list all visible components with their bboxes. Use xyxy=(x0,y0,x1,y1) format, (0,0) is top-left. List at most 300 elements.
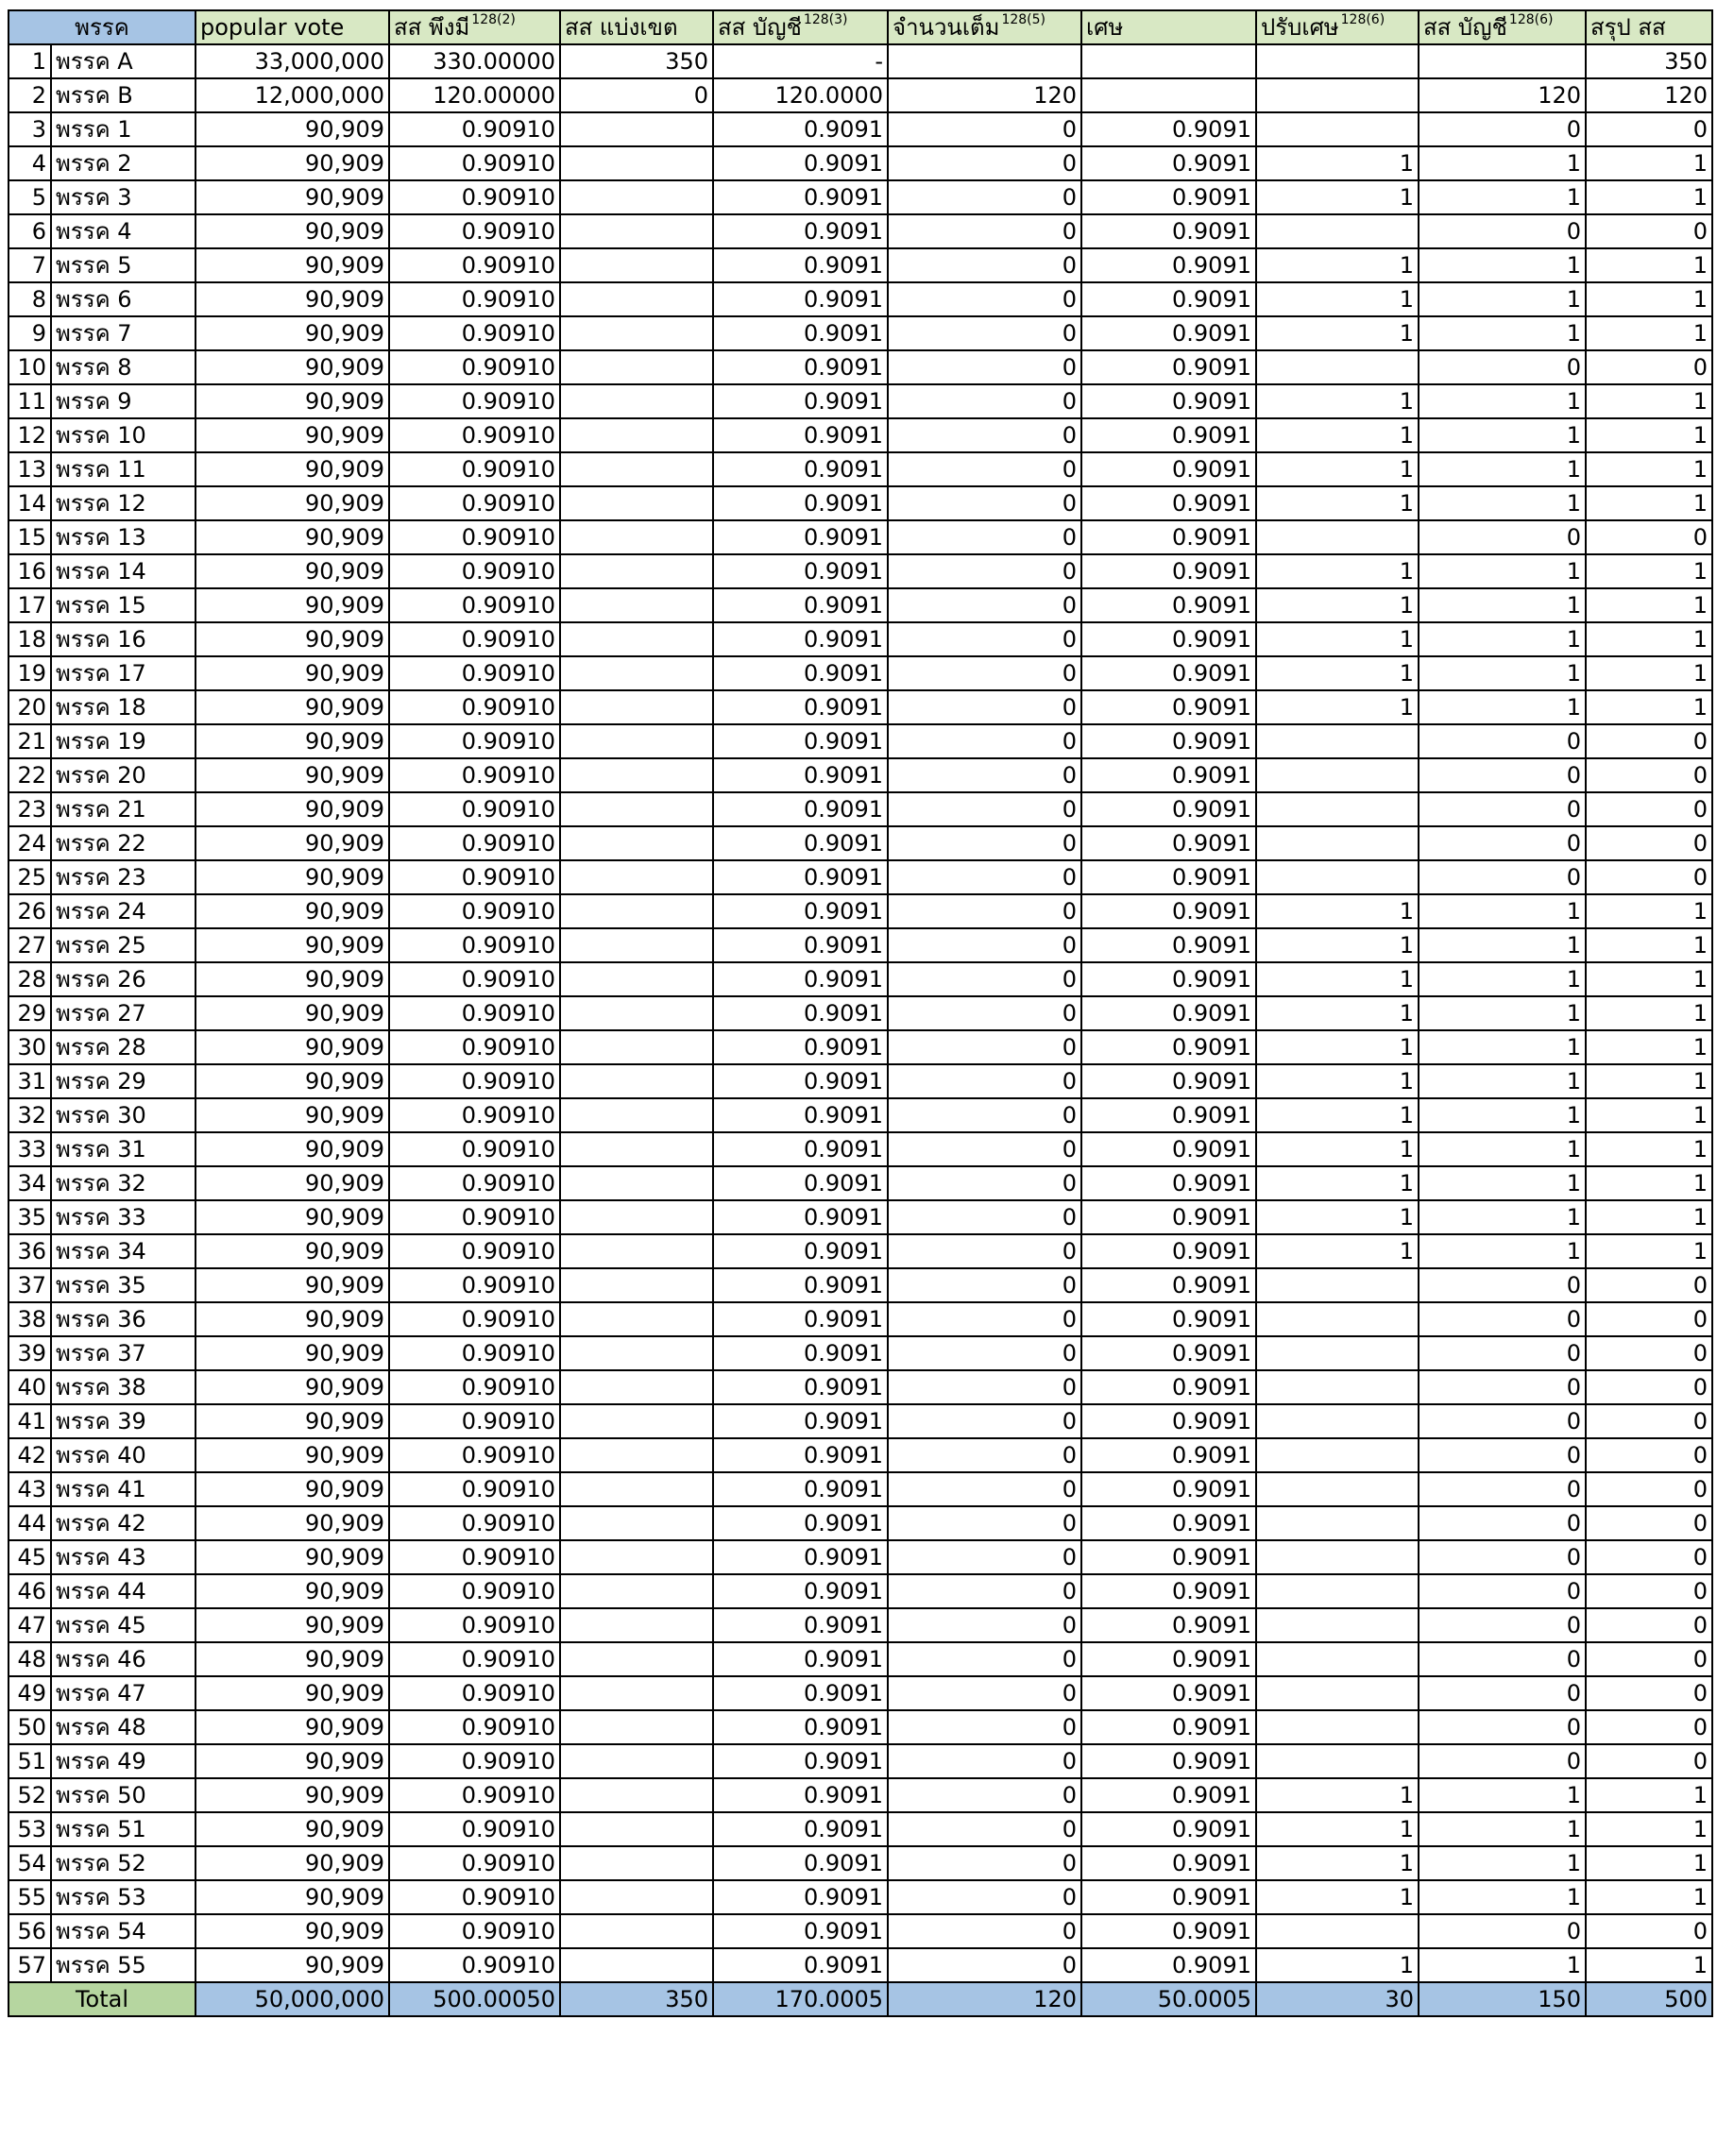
cell-party-name[interactable]: พรรค 12 xyxy=(51,486,196,520)
cell-row-number[interactable]: 42 xyxy=(8,1438,51,1472)
cell-district[interactable] xyxy=(560,452,713,486)
cell-remainder[interactable]: 0.9091 xyxy=(1081,1744,1256,1778)
cell-should-have[interactable]: 0.90910 xyxy=(389,214,560,248)
cell-total-mp[interactable]: 0 xyxy=(1586,350,1712,384)
cell-whole-seats[interactable]: 0 xyxy=(888,1608,1081,1642)
cell-popular-vote[interactable]: 90,909 xyxy=(196,146,389,180)
cell-district[interactable] xyxy=(560,792,713,826)
cell-whole-seats[interactable]: 0 xyxy=(888,588,1081,622)
cell-adjust[interactable] xyxy=(1256,1268,1419,1302)
cell-should-have[interactable]: 120.00000 xyxy=(389,78,560,112)
cell-district[interactable] xyxy=(560,1370,713,1404)
cell-popular-vote[interactable]: 90,909 xyxy=(196,1098,389,1132)
cell-total-mp[interactable]: 1 xyxy=(1586,486,1712,520)
cell-row-number[interactable]: 5 xyxy=(8,180,51,214)
cell-district[interactable] xyxy=(560,1132,713,1166)
cell-row-number[interactable]: 1 xyxy=(8,44,51,78)
cell-total-mp[interactable]: 0 xyxy=(1586,826,1712,860)
cell-total-mp[interactable]: 1 xyxy=(1586,452,1712,486)
cell-adjust[interactable]: 1 xyxy=(1256,1846,1419,1880)
header-list[interactable] xyxy=(713,10,888,44)
cell-district[interactable] xyxy=(560,418,713,452)
cell-popular-vote[interactable]: 90,909 xyxy=(196,588,389,622)
cell-row-number[interactable]: 46 xyxy=(8,1574,51,1608)
cell-remainder[interactable]: 0.9091 xyxy=(1081,1676,1256,1710)
cell-should-have[interactable]: 0.90910 xyxy=(389,1268,560,1302)
cell-list-seats[interactable]: 0.9091 xyxy=(713,1438,888,1472)
cell-whole-seats[interactable]: 0 xyxy=(888,554,1081,588)
cell-popular-vote[interactable]: 90,909 xyxy=(196,894,389,928)
cell-district[interactable] xyxy=(560,1506,713,1540)
cell-district[interactable] xyxy=(560,1098,713,1132)
cell-list2-seats[interactable]: 0 xyxy=(1419,724,1586,758)
cell-party-name[interactable]: พรรค 50 xyxy=(51,1778,196,1812)
cell-list-seats[interactable]: 0.9091 xyxy=(713,520,888,554)
cell-party-name[interactable]: พรรค 43 xyxy=(51,1540,196,1574)
cell-remainder[interactable]: 0.9091 xyxy=(1081,1166,1256,1200)
cell-remainder[interactable]: 0.9091 xyxy=(1081,452,1256,486)
cell-list2-seats[interactable]: 1 xyxy=(1419,1846,1586,1880)
cell-remainder[interactable]: 0.9091 xyxy=(1081,588,1256,622)
cell-popular-vote[interactable]: 90,909 xyxy=(196,1506,389,1540)
cell-list-seats[interactable]: 0.9091 xyxy=(713,418,888,452)
cell-list2-seats[interactable]: 0 xyxy=(1419,1472,1586,1506)
cell-should-have[interactable]: 0.90910 xyxy=(389,1948,560,1982)
cell-row-number[interactable]: 14 xyxy=(8,486,51,520)
cell-remainder[interactable]: 0.9091 xyxy=(1081,724,1256,758)
cell-total-mp[interactable]: 1 xyxy=(1586,1778,1712,1812)
cell-list-seats[interactable]: 0.9091 xyxy=(713,1846,888,1880)
cell-remainder[interactable]: 0.9091 xyxy=(1081,1200,1256,1234)
cell-party-name[interactable]: พรรค 34 xyxy=(51,1234,196,1268)
cell-party-name[interactable]: พรรค 39 xyxy=(51,1404,196,1438)
cell-total-mp[interactable]: 0 xyxy=(1586,1472,1712,1506)
cell-whole-seats[interactable]: 0 xyxy=(888,248,1081,282)
cell-list-seats[interactable]: 0.9091 xyxy=(713,1744,888,1778)
cell-should-have[interactable]: 0.90910 xyxy=(389,1438,560,1472)
cell-party-name[interactable]: พรรค 17 xyxy=(51,656,196,690)
cell-list2-seats[interactable]: 120 xyxy=(1419,78,1586,112)
cell-party-name[interactable]: พรรค 30 xyxy=(51,1098,196,1132)
cell-adjust[interactable] xyxy=(1256,1540,1419,1574)
cell-total-mp[interactable]: 0 xyxy=(1586,1268,1712,1302)
cell-popular-vote[interactable]: 90,909 xyxy=(196,928,389,962)
cell-list2-seats[interactable]: 1 xyxy=(1419,1166,1586,1200)
cell-popular-vote[interactable]: 90,909 xyxy=(196,1914,389,1948)
cell-list2-seats[interactable]: 1 xyxy=(1419,1948,1586,1982)
cell-remainder[interactable]: 0.9091 xyxy=(1081,1948,1256,1982)
cell-list-seats[interactable]: 0.9091 xyxy=(713,1642,888,1676)
cell-popular-vote[interactable]: 90,909 xyxy=(196,1472,389,1506)
cell-should-have[interactable]: 0.90910 xyxy=(389,384,560,418)
cell-party-name[interactable]: พรรค 47 xyxy=(51,1676,196,1710)
cell-list2-seats[interactable]: 1 xyxy=(1419,1064,1586,1098)
cell-popular-vote[interactable]: 90,909 xyxy=(196,1710,389,1744)
cell-party-name[interactable]: พรรค 4 xyxy=(51,214,196,248)
cell-whole-seats[interactable]: 0 xyxy=(888,860,1081,894)
cell-row-number[interactable]: 10 xyxy=(8,350,51,384)
cell-party-name[interactable]: พรรค 51 xyxy=(51,1812,196,1846)
cell-popular-vote[interactable]: 90,909 xyxy=(196,1778,389,1812)
cell-remainder[interactable]: 0.9091 xyxy=(1081,962,1256,996)
cell-adjust[interactable] xyxy=(1256,758,1419,792)
cell-remainder[interactable]: 0.9091 xyxy=(1081,1302,1256,1336)
cell-total-mp[interactable]: 1 xyxy=(1586,1234,1712,1268)
cell-list-seats[interactable]: 0.9091 xyxy=(713,996,888,1030)
cell-row-number[interactable]: 36 xyxy=(8,1234,51,1268)
cell-popular-vote[interactable]: 90,909 xyxy=(196,452,389,486)
cell-popular-vote[interactable]: 90,909 xyxy=(196,1370,389,1404)
cell-whole-seats[interactable]: 0 xyxy=(888,1234,1081,1268)
cell-list2-seats[interactable]: 0 xyxy=(1419,792,1586,826)
cell-list-seats[interactable]: 0.9091 xyxy=(713,690,888,724)
cell-adjust[interactable]: 1 xyxy=(1256,1064,1419,1098)
cell-list-seats[interactable]: 0.9091 xyxy=(713,1268,888,1302)
cell-list2-seats[interactable]: 0 xyxy=(1419,214,1586,248)
cell-adjust[interactable]: 1 xyxy=(1256,146,1419,180)
total-adjust[interactable]: 30 xyxy=(1256,1982,1419,2016)
cell-row-number[interactable]: 52 xyxy=(8,1778,51,1812)
cell-row-number[interactable]: 19 xyxy=(8,656,51,690)
cell-adjust[interactable]: 1 xyxy=(1256,996,1419,1030)
cell-list-seats[interactable]: 0.9091 xyxy=(713,588,888,622)
cell-adjust[interactable] xyxy=(1256,520,1419,554)
cell-list-seats[interactable]: 0.9091 xyxy=(713,1574,888,1608)
cell-party-name[interactable]: พรรค 19 xyxy=(51,724,196,758)
cell-list2-seats[interactable]: 0 xyxy=(1419,826,1586,860)
cell-remainder[interactable]: 0.9091 xyxy=(1081,180,1256,214)
cell-adjust[interactable]: 1 xyxy=(1256,928,1419,962)
cell-district[interactable]: 350 xyxy=(560,44,713,78)
cell-should-have[interactable]: 0.90910 xyxy=(389,1608,560,1642)
cell-adjust[interactable]: 1 xyxy=(1256,418,1419,452)
cell-list-seats[interactable]: 0.9091 xyxy=(713,316,888,350)
cell-row-number[interactable]: 47 xyxy=(8,1608,51,1642)
cell-adjust[interactable]: 1 xyxy=(1256,588,1419,622)
cell-remainder[interactable]: 0.9091 xyxy=(1081,894,1256,928)
cell-should-have[interactable]: 0.90910 xyxy=(389,1812,560,1846)
cell-list-seats[interactable]: 0.9091 xyxy=(713,622,888,656)
cell-district[interactable] xyxy=(560,690,713,724)
cell-district[interactable] xyxy=(560,656,713,690)
cell-list-seats[interactable]: - xyxy=(713,44,888,78)
cell-list2-seats[interactable]: 0 xyxy=(1419,1574,1586,1608)
cell-district[interactable] xyxy=(560,1744,713,1778)
cell-row-number[interactable]: 30 xyxy=(8,1030,51,1064)
cell-list-seats[interactable]: 0.9091 xyxy=(713,1166,888,1200)
cell-list-seats[interactable]: 0.9091 xyxy=(713,1404,888,1438)
total-popular-vote[interactable]: 50,000,000 xyxy=(196,1982,389,2016)
cell-should-have[interactable]: 0.90910 xyxy=(389,588,560,622)
cell-whole-seats[interactable]: 0 xyxy=(888,1370,1081,1404)
cell-row-number[interactable]: 12 xyxy=(8,418,51,452)
cell-should-have[interactable]: 0.90910 xyxy=(389,1574,560,1608)
cell-should-have[interactable]: 0.90910 xyxy=(389,1030,560,1064)
cell-total-mp[interactable]: 0 xyxy=(1586,1744,1712,1778)
cell-total-mp[interactable]: 1 xyxy=(1586,1880,1712,1914)
cell-list2-seats[interactable]: 1 xyxy=(1419,452,1586,486)
cell-list-seats[interactable]: 0.9091 xyxy=(713,1098,888,1132)
cell-whole-seats[interactable]: 0 xyxy=(888,316,1081,350)
cell-whole-seats[interactable]: 0 xyxy=(888,1540,1081,1574)
cell-should-have[interactable]: 0.90910 xyxy=(389,1914,560,1948)
cell-party-name[interactable]: พรรค 42 xyxy=(51,1506,196,1540)
cell-list-seats[interactable]: 0.9091 xyxy=(713,1030,888,1064)
cell-district[interactable] xyxy=(560,554,713,588)
cell-list2-seats[interactable]: 0 xyxy=(1419,1744,1586,1778)
cell-list-seats[interactable]: 0.9091 xyxy=(713,1778,888,1812)
cell-popular-vote[interactable]: 90,909 xyxy=(196,1676,389,1710)
cell-party-name[interactable]: พรรค 38 xyxy=(51,1370,196,1404)
cell-list-seats[interactable]: 0.9091 xyxy=(713,758,888,792)
cell-list-seats[interactable]: 0.9091 xyxy=(713,112,888,146)
cell-adjust[interactable] xyxy=(1256,1710,1419,1744)
cell-should-have[interactable]: 0.90910 xyxy=(389,962,560,996)
cell-total-mp[interactable]: 1 xyxy=(1586,1812,1712,1846)
cell-district[interactable] xyxy=(560,724,713,758)
header-adjust[interactable] xyxy=(1256,10,1419,44)
total-should-have[interactable]: 500.00050 xyxy=(389,1982,560,2016)
cell-popular-vote[interactable]: 90,909 xyxy=(196,554,389,588)
cell-district[interactable] xyxy=(560,1166,713,1200)
cell-total-mp[interactable]: 0 xyxy=(1586,520,1712,554)
cell-district[interactable] xyxy=(560,962,713,996)
cell-remainder[interactable]: 0.9091 xyxy=(1081,1506,1256,1540)
cell-district[interactable] xyxy=(560,520,713,554)
cell-total-mp[interactable]: 0 xyxy=(1586,860,1712,894)
header-should-have[interactable] xyxy=(389,10,560,44)
cell-total-mp[interactable]: 1 xyxy=(1586,1200,1712,1234)
cell-whole-seats[interactable]: 0 xyxy=(888,928,1081,962)
cell-list-seats[interactable]: 0.9091 xyxy=(713,282,888,316)
cell-row-number[interactable]: 50 xyxy=(8,1710,51,1744)
cell-adjust[interactable] xyxy=(1256,1574,1419,1608)
cell-popular-vote[interactable]: 90,909 xyxy=(196,1166,389,1200)
cell-list2-seats[interactable]: 0 xyxy=(1419,350,1586,384)
cell-adjust[interactable] xyxy=(1256,1472,1419,1506)
cell-whole-seats[interactable]: 0 xyxy=(888,1166,1081,1200)
cell-whole-seats[interactable]: 0 xyxy=(888,282,1081,316)
cell-popular-vote[interactable]: 90,909 xyxy=(196,248,389,282)
cell-list-seats[interactable]: 0.9091 xyxy=(713,860,888,894)
cell-list-seats[interactable]: 0.9091 xyxy=(713,826,888,860)
cell-remainder[interactable]: 0.9091 xyxy=(1081,656,1256,690)
cell-remainder[interactable]: 0.9091 xyxy=(1081,1336,1256,1370)
cell-adjust[interactable] xyxy=(1256,78,1419,112)
cell-should-have[interactable]: 0.90910 xyxy=(389,146,560,180)
cell-whole-seats[interactable]: 0 xyxy=(888,1302,1081,1336)
cell-total-mp[interactable]: 0 xyxy=(1586,1710,1712,1744)
cell-remainder[interactable]: 0.9091 xyxy=(1081,1098,1256,1132)
cell-adjust[interactable] xyxy=(1256,1438,1419,1472)
cell-list-seats[interactable]: 0.9091 xyxy=(713,180,888,214)
cell-list2-seats[interactable]: 1 xyxy=(1419,1030,1586,1064)
cell-party-name[interactable]: พรรค 49 xyxy=(51,1744,196,1778)
cell-district[interactable] xyxy=(560,1302,713,1336)
total-list[interactable]: 170.0005 xyxy=(713,1982,888,2016)
cell-adjust[interactable]: 1 xyxy=(1256,452,1419,486)
cell-popular-vote[interactable]: 90,909 xyxy=(196,1438,389,1472)
cell-total-mp[interactable]: 1 xyxy=(1586,1948,1712,1982)
cell-list-seats[interactable]: 0.9091 xyxy=(713,1710,888,1744)
cell-district[interactable] xyxy=(560,1438,713,1472)
cell-popular-vote[interactable]: 90,909 xyxy=(196,690,389,724)
cell-party-name[interactable]: พรรค 52 xyxy=(51,1846,196,1880)
cell-party-name[interactable]: พรรค 21 xyxy=(51,792,196,826)
cell-party-name[interactable]: พรรค 13 xyxy=(51,520,196,554)
cell-row-number[interactable]: 6 xyxy=(8,214,51,248)
cell-row-number[interactable]: 4 xyxy=(8,146,51,180)
cell-party-name[interactable]: พรรค 53 xyxy=(51,1880,196,1914)
cell-whole-seats[interactable]: 0 xyxy=(888,690,1081,724)
cell-adjust[interactable]: 1 xyxy=(1256,554,1419,588)
cell-whole-seats[interactable]: 0 xyxy=(888,1336,1081,1370)
cell-row-number[interactable]: 54 xyxy=(8,1846,51,1880)
cell-total-mp[interactable]: 0 xyxy=(1586,1336,1712,1370)
cell-adjust[interactable]: 1 xyxy=(1256,180,1419,214)
cell-row-number[interactable]: 51 xyxy=(8,1744,51,1778)
cell-district[interactable] xyxy=(560,1404,713,1438)
cell-row-number[interactable]: 32 xyxy=(8,1098,51,1132)
cell-list2-seats[interactable]: 0 xyxy=(1419,1268,1586,1302)
cell-list-seats[interactable]: 0.9091 xyxy=(713,792,888,826)
cell-adjust[interactable]: 1 xyxy=(1256,384,1419,418)
cell-list-seats[interactable]: 0.9091 xyxy=(713,384,888,418)
cell-party-name[interactable]: พรรค 9 xyxy=(51,384,196,418)
cell-list-seats[interactable]: 0.9091 xyxy=(713,724,888,758)
cell-party-name[interactable]: พรรค 28 xyxy=(51,1030,196,1064)
cell-popular-vote[interactable]: 90,909 xyxy=(196,214,389,248)
cell-row-number[interactable]: 39 xyxy=(8,1336,51,1370)
cell-party-name[interactable]: พรรค A xyxy=(51,44,196,78)
cell-party-name[interactable]: พรรค 10 xyxy=(51,418,196,452)
cell-popular-vote[interactable]: 90,909 xyxy=(196,1234,389,1268)
cell-should-have[interactable]: 0.90910 xyxy=(389,418,560,452)
cell-party-name[interactable]: พรรค 5 xyxy=(51,248,196,282)
cell-popular-vote[interactable]: 90,909 xyxy=(196,180,389,214)
cell-remainder[interactable]: 0.9091 xyxy=(1081,248,1256,282)
cell-adjust[interactable]: 1 xyxy=(1256,1030,1419,1064)
cell-popular-vote[interactable]: 90,909 xyxy=(196,1200,389,1234)
cell-list2-seats[interactable]: 0 xyxy=(1419,1710,1586,1744)
cell-total-mp[interactable]: 1 xyxy=(1586,1846,1712,1880)
cell-whole-seats[interactable]: 0 xyxy=(888,1438,1081,1472)
cell-should-have[interactable]: 0.90910 xyxy=(389,350,560,384)
cell-total-mp[interactable]: 120 xyxy=(1586,78,1712,112)
cell-adjust[interactable] xyxy=(1256,1914,1419,1948)
cell-party-name[interactable]: พรรค 22 xyxy=(51,826,196,860)
cell-row-number[interactable]: 29 xyxy=(8,996,51,1030)
cell-list-seats[interactable]: 0.9091 xyxy=(713,1234,888,1268)
cell-remainder[interactable]: 0.9091 xyxy=(1081,1812,1256,1846)
cell-party-name[interactable]: พรรค 44 xyxy=(51,1574,196,1608)
cell-list-seats[interactable]: 0.9091 xyxy=(713,1336,888,1370)
cell-district[interactable] xyxy=(560,1064,713,1098)
cell-whole-seats[interactable]: 0 xyxy=(888,1030,1081,1064)
cell-popular-vote[interactable]: 90,909 xyxy=(196,622,389,656)
cell-row-number[interactable]: 21 xyxy=(8,724,51,758)
cell-should-have[interactable]: 0.90910 xyxy=(389,656,560,690)
cell-should-have[interactable]: 0.90910 xyxy=(389,1370,560,1404)
cell-adjust[interactable] xyxy=(1256,1370,1419,1404)
cell-should-have[interactable]: 0.90910 xyxy=(389,1676,560,1710)
cell-party-name[interactable]: พรรค 45 xyxy=(51,1608,196,1642)
cell-total-mp[interactable]: 0 xyxy=(1586,1540,1712,1574)
cell-list2-seats[interactable]: 1 xyxy=(1419,282,1586,316)
cell-row-number[interactable]: 8 xyxy=(8,282,51,316)
cell-should-have[interactable]: 0.90910 xyxy=(389,1302,560,1336)
cell-party-name[interactable]: พรรค 14 xyxy=(51,554,196,588)
cell-total-mp[interactable]: 1 xyxy=(1586,1132,1712,1166)
header-popular-vote[interactable]: popular vote xyxy=(196,10,389,44)
cell-should-have[interactable]: 0.90910 xyxy=(389,1710,560,1744)
cell-should-have[interactable]: 0.90910 xyxy=(389,1064,560,1098)
cell-popular-vote[interactable]: 90,909 xyxy=(196,1302,389,1336)
cell-remainder[interactable]: 0.9091 xyxy=(1081,1914,1256,1948)
cell-list-seats[interactable]: 0.9091 xyxy=(713,1880,888,1914)
cell-list2-seats[interactable]: 0 xyxy=(1419,1404,1586,1438)
cell-remainder[interactable]: 0.9091 xyxy=(1081,350,1256,384)
cell-popular-vote[interactable]: 90,909 xyxy=(196,1948,389,1982)
cell-list2-seats[interactable]: 1 xyxy=(1419,146,1586,180)
cell-whole-seats[interactable]: 0 xyxy=(888,486,1081,520)
cell-should-have[interactable]: 0.90910 xyxy=(389,452,560,486)
cell-row-number[interactable]: 18 xyxy=(8,622,51,656)
total-list2[interactable]: 150 xyxy=(1419,1982,1586,2016)
cell-whole-seats[interactable]: 0 xyxy=(888,452,1081,486)
cell-row-number[interactable]: 45 xyxy=(8,1540,51,1574)
cell-whole-seats[interactable]: 0 xyxy=(888,792,1081,826)
cell-list2-seats[interactable]: 0 xyxy=(1419,1914,1586,1948)
cell-should-have[interactable]: 0.90910 xyxy=(389,486,560,520)
cell-should-have[interactable]: 0.90910 xyxy=(389,690,560,724)
cell-remainder[interactable]: 0.9091 xyxy=(1081,996,1256,1030)
cell-adjust[interactable] xyxy=(1256,112,1419,146)
cell-remainder[interactable]: 0.9091 xyxy=(1081,1778,1256,1812)
cell-district[interactable] xyxy=(560,1642,713,1676)
cell-party-name[interactable]: พรรค 1 xyxy=(51,112,196,146)
cell-list-seats[interactable]: 120.0000 xyxy=(713,78,888,112)
cell-party-name[interactable]: พรรค 29 xyxy=(51,1064,196,1098)
cell-remainder[interactable]: 0.9091 xyxy=(1081,1880,1256,1914)
header-whole[interactable] xyxy=(888,10,1081,44)
cell-list2-seats[interactable]: 1 xyxy=(1419,656,1586,690)
cell-total-mp[interactable]: 1 xyxy=(1586,1064,1712,1098)
cell-popular-vote[interactable]: 90,909 xyxy=(196,826,389,860)
cell-adjust[interactable]: 1 xyxy=(1256,622,1419,656)
cell-total-mp[interactable]: 1 xyxy=(1586,418,1712,452)
cell-popular-vote[interactable]: 90,909 xyxy=(196,1744,389,1778)
cell-adjust[interactable]: 1 xyxy=(1256,316,1419,350)
cell-list2-seats[interactable]: 1 xyxy=(1419,384,1586,418)
cell-should-have[interactable]: 0.90910 xyxy=(389,1472,560,1506)
cell-list-seats[interactable]: 0.9091 xyxy=(713,554,888,588)
cell-popular-vote[interactable]: 90,909 xyxy=(196,418,389,452)
cell-row-number[interactable]: 16 xyxy=(8,554,51,588)
cell-list2-seats[interactable]: 1 xyxy=(1419,588,1586,622)
cell-list2-seats[interactable]: 1 xyxy=(1419,996,1586,1030)
cell-party-name[interactable]: พรรค 11 xyxy=(51,452,196,486)
cell-district[interactable] xyxy=(560,350,713,384)
cell-list2-seats[interactable]: 0 xyxy=(1419,1370,1586,1404)
cell-total-mp[interactable]: 1 xyxy=(1586,316,1712,350)
cell-should-have[interactable]: 0.90910 xyxy=(389,248,560,282)
header-total-mp[interactable]: สรุป สส xyxy=(1586,10,1712,44)
cell-total-mp[interactable]: 0 xyxy=(1586,214,1712,248)
cell-remainder[interactable]: 0.9091 xyxy=(1081,1540,1256,1574)
cell-whole-seats[interactable]: 0 xyxy=(888,724,1081,758)
cell-list-seats[interactable]: 0.9091 xyxy=(713,1812,888,1846)
